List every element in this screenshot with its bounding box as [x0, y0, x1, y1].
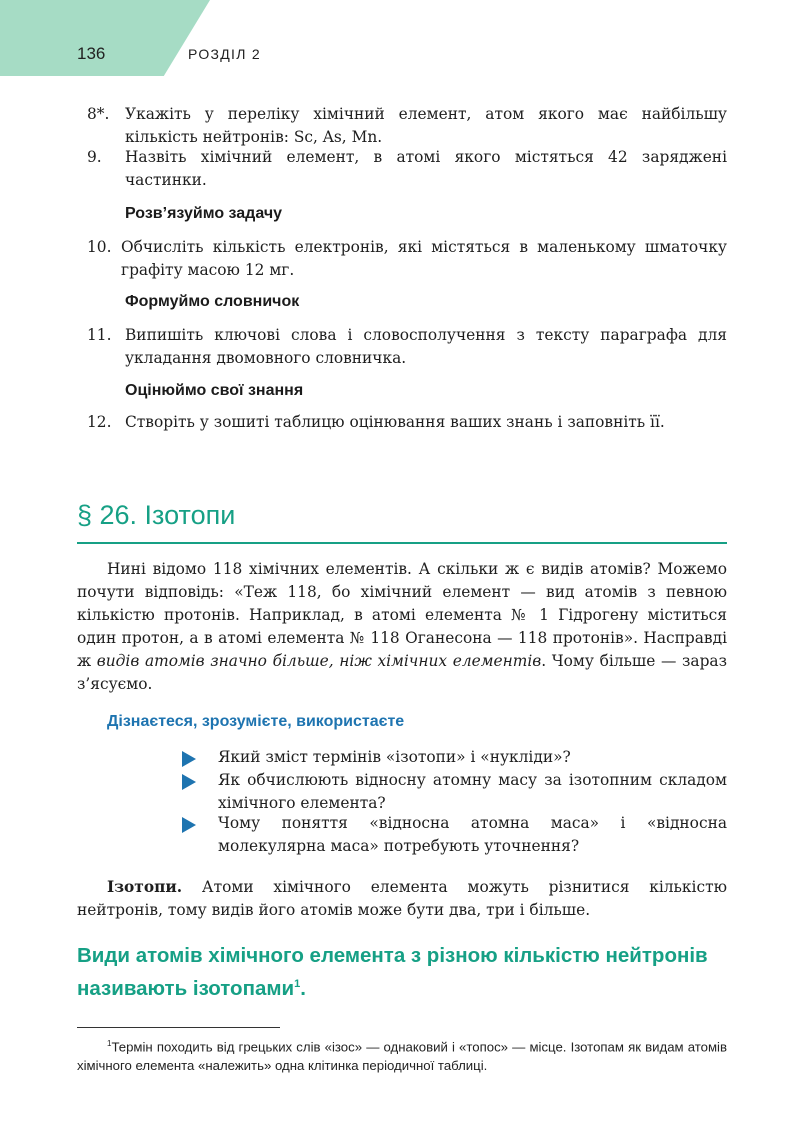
- question-text: Назвіть хімічний елемент, в атомі якого містяться 42 заряджені частинки.: [125, 148, 727, 189]
- intro-text: Нині відомо 118 хімічних елементів. А скільки ж є видів атомів? Можемо почути відповідь: «Теж 118, бо хімічний елемент — вид атомів з певною кількістю протонів. Наприклад, в атомі елемента № 1 Гідрогену міститься один протон, а в атомі елемента № 118 Оганесона — 118 протонів». Насправді ж: [77, 560, 727, 670]
- question-10: [77, 236, 727, 282]
- question-number: 10.: [87, 238, 112, 256]
- footnote-marker: 1: [107, 1039, 112, 1048]
- footnote: [77, 1034, 727, 1075]
- question-12: [77, 411, 727, 434]
- learn-heading: Дізнаєтеся, зрозумієте, використаєте: [107, 713, 405, 730]
- subheading-dictionary: Формуймо словничок: [125, 293, 300, 310]
- question-number: 11.: [87, 326, 112, 344]
- isotopes-paragraph: [77, 876, 727, 922]
- footnote-divider: [77, 1027, 280, 1028]
- section-title: § 26. Ізотопи: [77, 500, 236, 530]
- isotopes-text: Атоми хімічного елемента можуть різнитися кількістю нейтронів, тому видів його атомів може бути два, три і більше.: [77, 878, 727, 919]
- isotopes-term: Ізотопи.: [107, 878, 183, 896]
- question-text: Обчисліть кількість електронів, які містяться в маленькому шматочку графіту масою 12 мг.: [121, 238, 727, 279]
- intro-italic: видів атомів значно більше, ніж хімічних елементів: [96, 652, 542, 670]
- definition-text: Види атомів хімічного елемента з різною кількістю нейтронів називають ізотопами: [77, 944, 708, 1000]
- question-11: [77, 324, 727, 370]
- bullet-item: [182, 812, 727, 858]
- question-text: Укажіть у переліку хімічний елемент, атом якого має найбільшу кількість нейтронів: Sc, As, Mn.: [125, 105, 727, 146]
- bullet-item: [182, 769, 727, 815]
- definition-end: .: [300, 976, 306, 1000]
- subheading-solve: Розв’язуймо задачу: [125, 205, 283, 222]
- triangle-bullet-icon: [182, 751, 196, 767]
- page-number: 136: [77, 44, 106, 63]
- subheading-evaluate: Оцінюймо свої знання: [125, 382, 304, 399]
- triangle-bullet-icon: [182, 817, 196, 833]
- intro-paragraph: [77, 558, 727, 696]
- section-label: РОЗДІЛ 2: [188, 46, 262, 62]
- bullet-text: Чому поняття «відносна атомна маса» і «відносна молекулярна маса» потребують уточнення?: [218, 814, 727, 855]
- bullet-item: [182, 746, 727, 769]
- triangle-bullet-icon: [182, 774, 196, 790]
- question-number: 12.: [87, 413, 112, 431]
- title-divider: [77, 542, 727, 544]
- bullet-text: Який зміст термінів «ізотопи» і «нукліди»?: [218, 748, 571, 766]
- footnote-text: Термін походить від грецьких слів «ізос» — однаковий і «топос» — місце. Ізотопам як видам атомів хімічного елемента «належить» одна клітинка періодичної таблиці.: [77, 1039, 727, 1074]
- question-number: 9.: [87, 148, 102, 166]
- intro-text-end: . Чому більше — зараз з’ясуємо.: [77, 652, 727, 693]
- definition: [77, 942, 727, 1003]
- header-tab: [0, 0, 210, 76]
- footnote-ref: 1: [294, 978, 301, 990]
- question-9: [77, 146, 727, 192]
- question-text: Випишіть ключові слова і словосполучення з тексту параграфа для укладання двомовного словничка.: [125, 326, 727, 367]
- question-8: [77, 103, 727, 149]
- bullet-text: Як обчислюють відносну атомну масу за ізотопним складом хімічного елемента?: [218, 771, 727, 812]
- question-text: Створіть у зошиті таблицю оцінювання ваших знань і заповніть її.: [125, 413, 665, 431]
- question-number: 8*.: [87, 105, 110, 123]
